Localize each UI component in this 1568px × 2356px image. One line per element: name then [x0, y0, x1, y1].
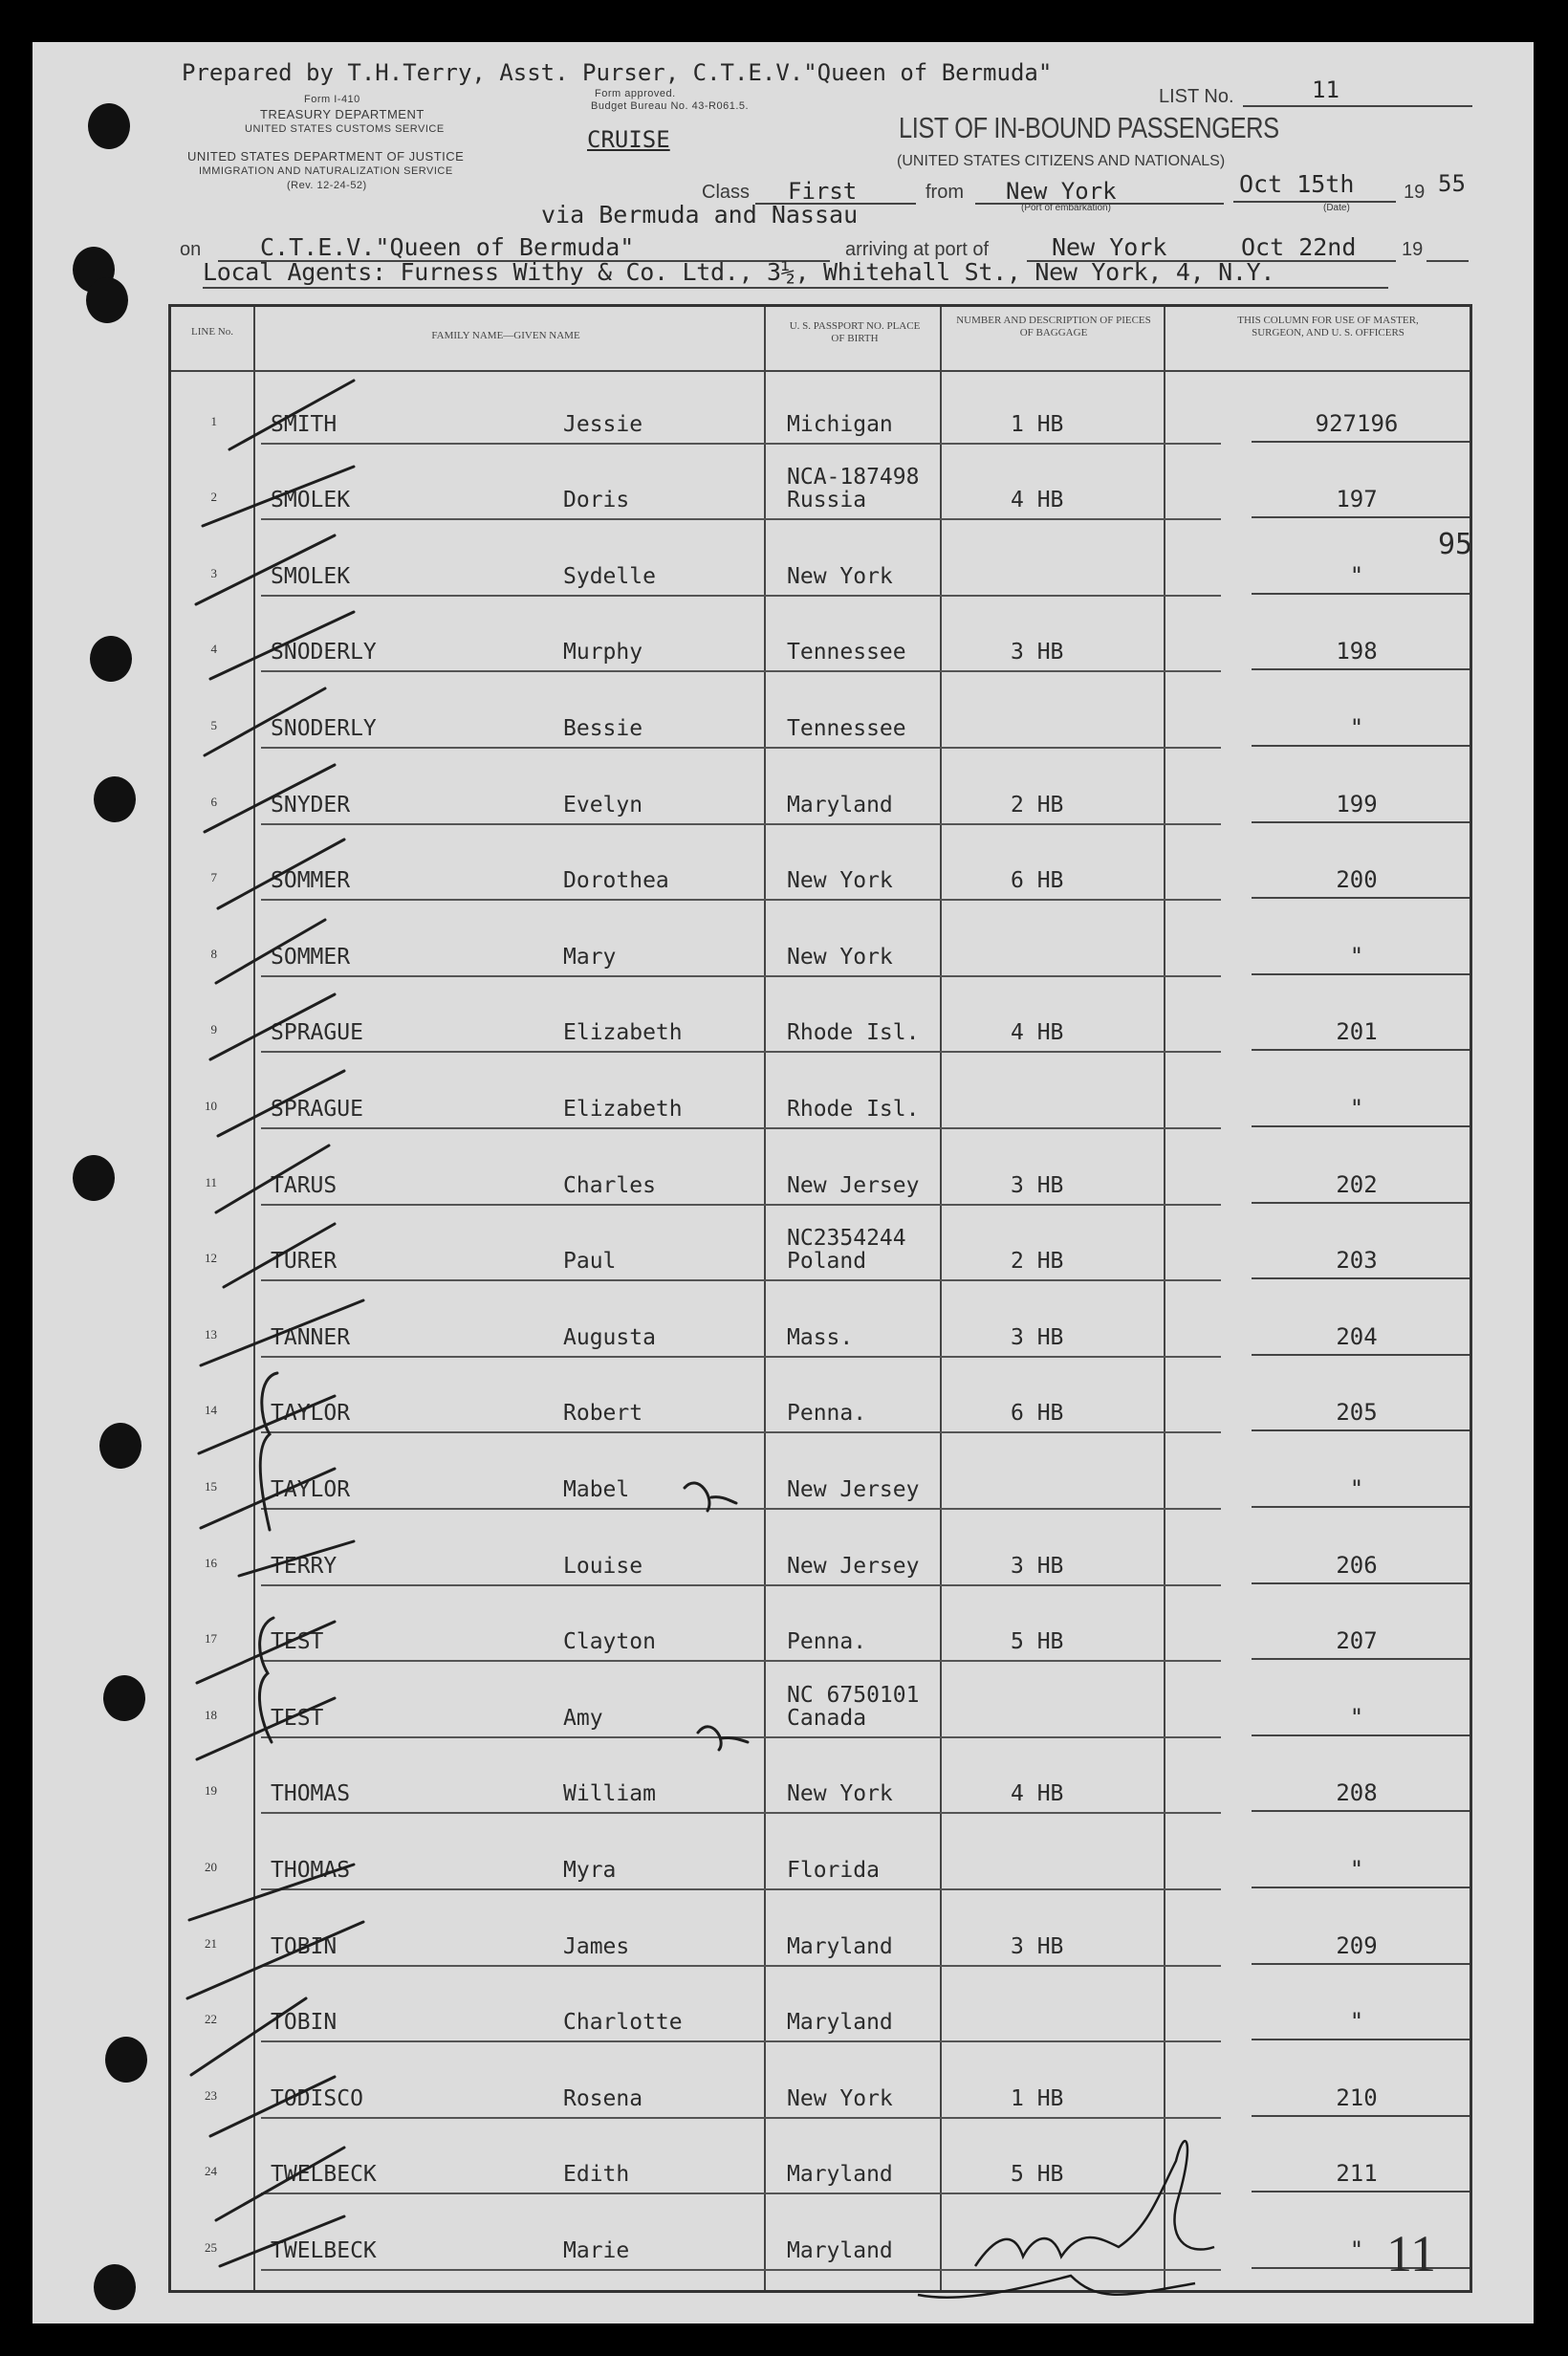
baggage: 6 HB: [1011, 1401, 1064, 1427]
date-caption: (Date): [1323, 203, 1350, 213]
family-name: SNODERLY: [271, 715, 377, 741]
revision: (Rev. 12-24-52): [287, 180, 367, 191]
place-of-birth: Tennessee: [787, 640, 906, 665]
col-passport: U. S. PASSPORT NO. PLACE OF BIRTH: [789, 320, 921, 344]
baggage: 3 HB: [1011, 1553, 1064, 1579]
punch-hole: [103, 1675, 145, 1721]
table-row: [171, 983, 1470, 1059]
arriving-port: New York: [1052, 233, 1167, 261]
year-prefix: 19: [1404, 182, 1426, 203]
given-name: Robert: [563, 1401, 643, 1427]
place-of-birth: Penna.: [787, 1629, 867, 1655]
punch-hole: [73, 1155, 115, 1201]
table-row: [171, 754, 1470, 831]
official-number: ": [1349, 713, 1364, 741]
family-name: TEST: [271, 1629, 324, 1655]
place-of-birth: New York: [787, 944, 893, 970]
footer-tally: 11: [1386, 2225, 1436, 2282]
list-no-label: LIST No.: [1159, 86, 1234, 107]
line-number: 1: [210, 413, 217, 428]
place-of-birth: Maryland: [787, 2162, 893, 2188]
budget-bureau: Budget Bureau No. 43-R061.5.: [591, 100, 750, 112]
family-name: TERRY: [271, 1553, 338, 1579]
given-name: Charles: [563, 1172, 656, 1198]
given-name: Elizabeth: [563, 1020, 683, 1046]
given-name: Charlotte: [563, 2010, 683, 2036]
table-row: [171, 1516, 1470, 1592]
official-number: 927196: [1315, 409, 1399, 437]
official-number: 201: [1336, 1018, 1378, 1046]
given-name: Amy: [563, 1705, 603, 1731]
line-number: 9: [210, 1022, 217, 1037]
given-name: Jessie: [563, 411, 643, 437]
col-line-no: LINE No.: [191, 326, 233, 338]
arriving-year: 19: [1402, 239, 1424, 260]
table-row: [171, 374, 1470, 450]
place-of-birth: New York: [787, 868, 893, 894]
official-number: ": [1349, 2236, 1364, 2263]
col-baggage: NUMBER AND DESCRIPTION OF PIECES OF BAGGAGE: [956, 315, 1151, 338]
line-number: 12: [205, 1251, 217, 1266]
family-name: TOBIN: [271, 2010, 338, 2036]
table-row: [171, 2048, 1470, 2125]
line-number: 25: [205, 2239, 217, 2255]
family-name: TARUS: [271, 1172, 338, 1198]
family-name: SPRAGUE: [271, 1020, 363, 1046]
family-name: SMITH: [271, 411, 338, 437]
vessel-name: C.T.E.V."Queen of Bermuda": [260, 233, 635, 261]
given-name: Mabel: [563, 1476, 630, 1502]
official-number: 207: [1336, 1627, 1378, 1655]
table-row: [171, 1820, 1470, 1896]
family-name: SNYDER: [271, 792, 351, 818]
line-number: 23: [205, 2087, 217, 2103]
place-of-birth: New Jersey: [787, 1172, 920, 1198]
line-number: 20: [205, 1859, 217, 1874]
given-name: Clayton: [563, 1629, 656, 1655]
family-name: TAYLOR: [271, 1476, 351, 1502]
manifest-title: LIST OF IN-BOUND PASSENGERS: [899, 111, 1279, 144]
class-value: First: [788, 178, 858, 205]
line-number: 4: [210, 642, 217, 657]
on-label: on: [180, 239, 202, 260]
manifest-subtitle: (UNITED STATES CITIZENS AND NATIONALS): [897, 153, 1226, 169]
baggage: 1 HB: [1011, 411, 1064, 437]
table-row: [171, 526, 1473, 602]
given-name: Augusta: [563, 1324, 656, 1350]
given-name: Myra: [563, 1857, 617, 1883]
given-name: Bessie: [563, 715, 643, 741]
given-name: James: [563, 1933, 630, 1959]
passport-number: NC 6750101: [787, 1682, 920, 1708]
family-name: TWELBECK: [271, 2162, 377, 2188]
table-row: [171, 831, 1470, 907]
passport-number: NC2354244: [787, 1226, 906, 1252]
place-of-birth: Poland: [787, 1249, 867, 1275]
arriving-date: Oct 22nd: [1241, 233, 1357, 261]
line-number: 17: [205, 1631, 217, 1647]
embark-caption: (Port of embarkation): [1021, 203, 1111, 213]
given-name: Sydelle: [563, 563, 656, 589]
form-approved: Form approved.: [595, 88, 676, 99]
table-row: [171, 1211, 1470, 1288]
given-name: William: [563, 1781, 656, 1807]
official-number: 209: [1336, 1931, 1378, 1959]
line-number: 19: [205, 1783, 217, 1799]
family-name: THOMAS: [271, 1857, 351, 1883]
form-number: Form I-410: [304, 94, 360, 105]
given-name: Mary: [563, 944, 617, 970]
given-name: Murphy: [563, 640, 643, 665]
official-number: 210: [1336, 2083, 1378, 2111]
family-name: TWELBECK: [271, 2237, 377, 2263]
line-number: 15: [205, 1478, 217, 1494]
departure-date: Oct 15th: [1239, 170, 1355, 198]
baggage: 3 HB: [1011, 1172, 1064, 1198]
given-name: Elizabeth: [563, 1096, 683, 1122]
family-name: TOBIN: [271, 1933, 338, 1959]
justice-dept: UNITED STATES DEPARTMENT OF JUSTICE: [187, 149, 465, 164]
from-label: from: [926, 182, 964, 203]
customs-service: UNITED STATES CUSTOMS SERVICE: [245, 123, 445, 135]
given-name: Rosena: [563, 2085, 643, 2111]
passport-number: NCA-187498: [787, 465, 920, 491]
official-number: 211: [1336, 2160, 1378, 2188]
baggage: 5 HB: [1011, 2162, 1064, 2188]
punch-hole: [90, 636, 132, 682]
line-number: 22: [205, 2012, 217, 2027]
place-of-birth: Canada: [787, 1705, 867, 1731]
line-number: 2: [210, 490, 217, 505]
line-number: 8: [210, 946, 217, 961]
official-number: 204: [1336, 1322, 1378, 1350]
family-name: THOMAS: [271, 1781, 351, 1807]
official-number: 197: [1336, 486, 1378, 513]
list-no-value: 11: [1312, 76, 1339, 103]
line-number: 16: [205, 1555, 217, 1570]
baggage: 3 HB: [1011, 640, 1064, 665]
family-name: TEST: [271, 1705, 324, 1731]
place-of-birth: Florida: [787, 1857, 880, 1883]
cruise-stamp: CRUISE: [587, 126, 670, 153]
punch-hole: [94, 776, 136, 822]
treasury-dept: TREASURY DEPARTMENT: [260, 107, 425, 121]
official-number: ": [1349, 1703, 1364, 1731]
via-route: via Bermuda and Nassau: [541, 201, 859, 229]
punch-hole: [99, 1423, 142, 1469]
punch-hole: [105, 2037, 147, 2083]
col-name: FAMILY NAME—GIVEN NAME: [431, 330, 580, 341]
family-name: SOMMER: [271, 944, 351, 970]
place-of-birth: Penna.: [787, 1401, 867, 1427]
year-value: 55: [1438, 170, 1466, 197]
punch-hole: [88, 103, 130, 149]
table-row: [171, 906, 1470, 983]
punch-hole: [86, 277, 128, 323]
baggage: 5 HB: [1011, 1629, 1064, 1655]
line-number: 6: [210, 794, 217, 809]
table-row: [171, 2200, 1470, 2277]
arriving-label: arriving at port of: [845, 239, 990, 260]
baggage: 3 HB: [1011, 1324, 1064, 1350]
family-name: SNODERLY: [271, 640, 377, 665]
line-number: 18: [205, 1707, 217, 1722]
place-of-birth: New York: [787, 2085, 893, 2111]
place-of-birth: Maryland: [787, 2010, 893, 2036]
table-row: [171, 2125, 1470, 2201]
place-of-birth: Rhode Isl.: [787, 1020, 920, 1046]
baggage: 1 HB: [1011, 2085, 1064, 2111]
official-number: 202: [1336, 1170, 1378, 1198]
family-name: SOMMER: [271, 868, 351, 894]
line-number: 3: [210, 565, 217, 580]
official-number: ": [1349, 1094, 1364, 1122]
family-name: SMOLEK: [271, 488, 351, 513]
baggage: 4 HB: [1011, 1020, 1064, 1046]
family-name: TAYLOR: [271, 1401, 351, 1427]
table-row: [171, 602, 1470, 679]
place-of-birth: Maryland: [787, 1933, 893, 1959]
local-agents: Local Agents: Furness Withy & Co. Ltd., 3½, Whitehall St., New York, 4, N.Y.: [203, 258, 1275, 286]
passenger-table: [168, 304, 1472, 2293]
official-number: 203: [1336, 1247, 1378, 1275]
place-of-birth: Maryland: [787, 2237, 893, 2263]
table-row: [171, 1744, 1470, 1821]
line-number: 14: [205, 1403, 217, 1418]
place-of-birth: Mass.: [787, 1324, 854, 1350]
baggage: 6 HB: [1011, 868, 1064, 894]
line-number: 21: [205, 1935, 217, 1951]
official-number: 205: [1336, 1399, 1378, 1427]
official-number: ": [1349, 2008, 1364, 2036]
table-row: [171, 1896, 1470, 1973]
given-name: Edith: [563, 2162, 630, 2188]
family-name: TURER: [271, 1249, 338, 1275]
line-number: 10: [205, 1098, 217, 1113]
place-of-birth: New York: [787, 1781, 893, 1807]
place-of-birth: Russia: [787, 488, 867, 513]
col-officials: THIS COLUMN FOR USE OF MASTER, SURGEON, AND U. S. OFFICERS: [1237, 315, 1419, 338]
given-name: Evelyn: [563, 792, 643, 818]
table-row: [171, 1668, 1470, 1744]
official-number: ": [1349, 561, 1364, 589]
baggage: 4 HB: [1011, 1781, 1064, 1807]
family-name: SPRAGUE: [271, 1096, 363, 1122]
place-of-birth: Michigan: [787, 411, 893, 437]
given-name: Dorothea: [563, 868, 669, 894]
table-row: [171, 678, 1470, 754]
place-of-birth: New Jersey: [787, 1476, 920, 1502]
official-number: 200: [1336, 866, 1378, 894]
table-row: [171, 1135, 1470, 1211]
line-number: 24: [205, 2164, 217, 2179]
class-label: Class: [702, 182, 751, 203]
place-of-birth: Maryland: [787, 792, 893, 818]
baggage: 3 HB: [1011, 1933, 1064, 1959]
official-number: 208: [1336, 1779, 1378, 1807]
place-of-birth: New Jersey: [787, 1553, 920, 1579]
official-number: ": [1349, 942, 1364, 970]
table-row: [171, 1058, 1470, 1135]
official-number: 199: [1336, 790, 1378, 818]
table-row: [171, 450, 1470, 527]
table-row: [171, 1363, 1470, 1440]
punch-hole: [94, 2264, 136, 2310]
table-row: [171, 1592, 1470, 1669]
given-name: Marie: [563, 2237, 630, 2263]
baggage: 2 HB: [1011, 1249, 1064, 1275]
line-number: 11: [205, 1174, 217, 1189]
place-of-birth: Rhode Isl.: [787, 1096, 920, 1122]
table-row: [171, 1439, 1470, 1516]
place-of-birth: New York: [787, 563, 893, 589]
given-name: Louise: [563, 1553, 643, 1579]
table-row: [171, 1287, 1470, 1363]
family-name: TANNER: [271, 1324, 351, 1350]
line-number: 5: [210, 717, 217, 732]
place-of-birth: Tennessee: [787, 715, 906, 741]
line-number: 7: [210, 870, 217, 885]
baggage: 4 HB: [1011, 488, 1064, 513]
official-number: 206: [1336, 1551, 1378, 1579]
official-number: ": [1349, 1855, 1364, 1883]
page-number: 95: [1438, 528, 1473, 561]
official-number: ": [1349, 1474, 1364, 1502]
from-value: New York: [1006, 178, 1117, 205]
table-row: [171, 1973, 1470, 2049]
baggage: 2 HB: [1011, 792, 1064, 818]
given-name: Paul: [563, 1249, 617, 1275]
family-name: TODISCO: [271, 2085, 363, 2111]
family-name: SMOLEK: [271, 563, 351, 589]
line-number: 13: [205, 1326, 217, 1342]
prepared-by: Prepared by T.H.Terry, Asst. Purser, C.T.E.V."Queen of Bermuda": [182, 59, 1053, 86]
given-name: Doris: [563, 488, 630, 513]
official-number: 198: [1336, 638, 1378, 665]
immigration-service: IMMIGRATION AND NATURALIZATION SERVICE: [199, 165, 453, 177]
